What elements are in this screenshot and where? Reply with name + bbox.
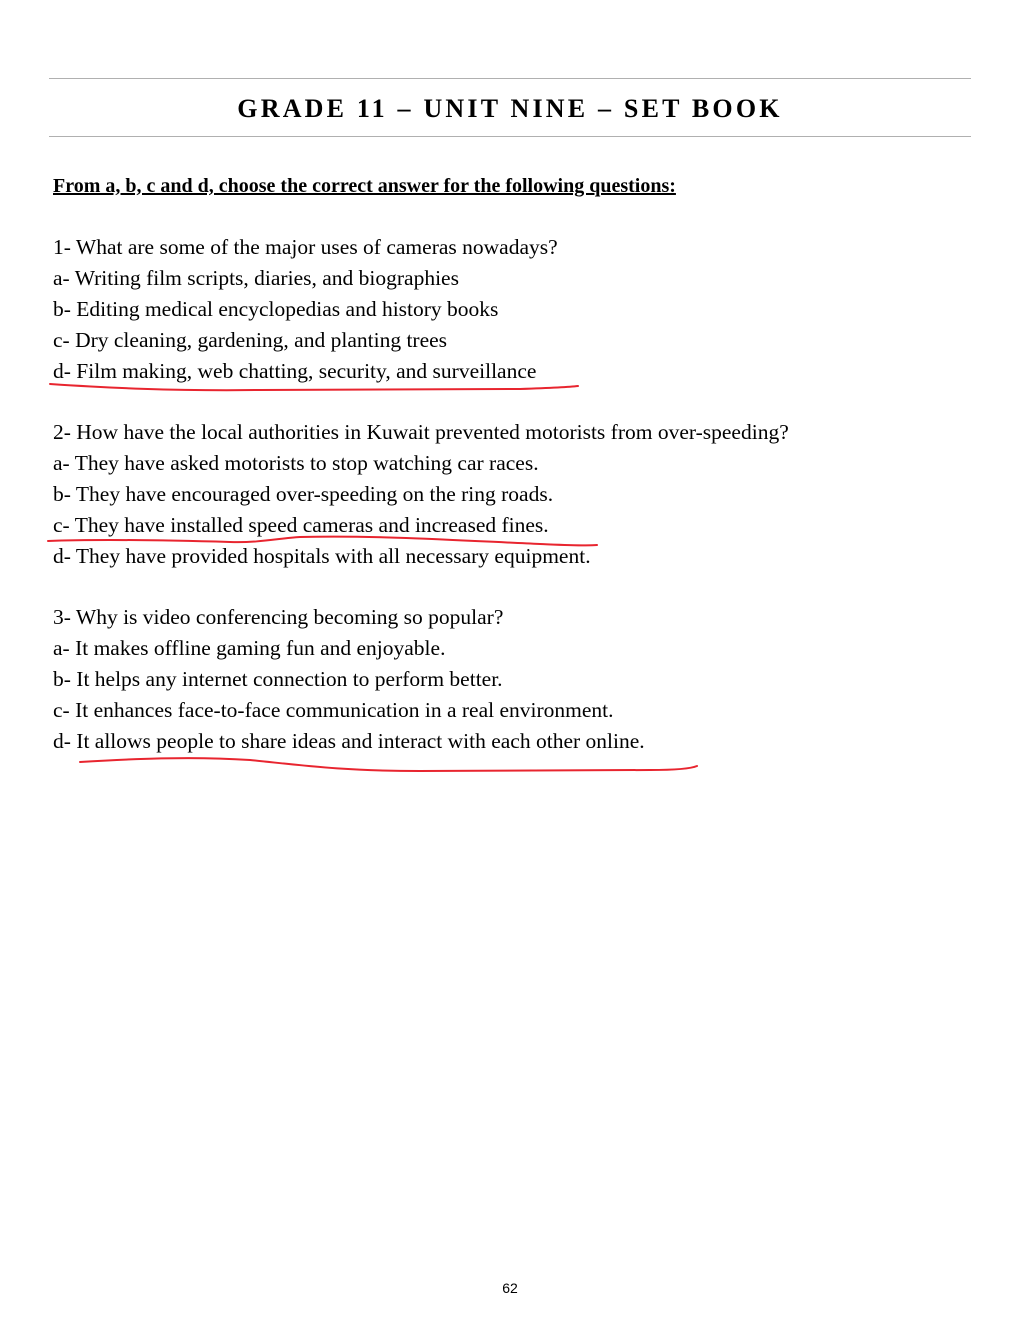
header-top-rule	[49, 78, 971, 79]
option-d: d- Film making, web chatting, security, and surveillance	[53, 359, 537, 383]
option-d: d- It allows people to share ideas and interact with each other online.	[53, 729, 645, 753]
option-c: c- Dry cleaning, gardening, and planting trees	[53, 328, 448, 352]
option-d: d- They have provided hospitals with all necessary equipment.	[53, 544, 591, 568]
instructions-heading: From a, b, c and d, choose the correct answer for the following questions:	[53, 175, 676, 197]
question-text: 3- Why is video conferencing becoming so popular?	[53, 605, 504, 629]
option-c: c- They have installed speed cameras and increased fines.	[53, 513, 549, 537]
option-b: b- Editing medical encyclopedias and history books	[53, 297, 499, 321]
option-a: a- They have asked motorists to stop watching car races.	[53, 451, 539, 475]
question-2	[53, 417, 789, 572]
answer-underline-q3	[80, 758, 697, 771]
question-text: 2- How have the local authorities in Kuwait prevented motorists from over-speeding?	[53, 420, 789, 444]
option-a: a- It makes offline gaming fun and enjoyable.	[53, 636, 446, 660]
question-text: 1- What are some of the major uses of cameras nowadays?	[53, 235, 558, 259]
header-bottom-rule	[49, 136, 971, 137]
option-a: a- Writing film scripts, diaries, and biographies	[53, 266, 459, 290]
page-title: GRADE 11 – UNIT NINE – SET BOOK	[237, 94, 783, 123]
question-3	[53, 602, 645, 757]
option-b: b- They have encouraged over-speeding on the ring roads.	[53, 482, 554, 506]
question-1	[53, 232, 558, 387]
option-c: c- It enhances face-to-face communication in a real environment.	[53, 698, 614, 722]
option-b: b- It helps any internet connection to perform better.	[53, 667, 503, 691]
page-number: 62	[502, 1280, 518, 1296]
